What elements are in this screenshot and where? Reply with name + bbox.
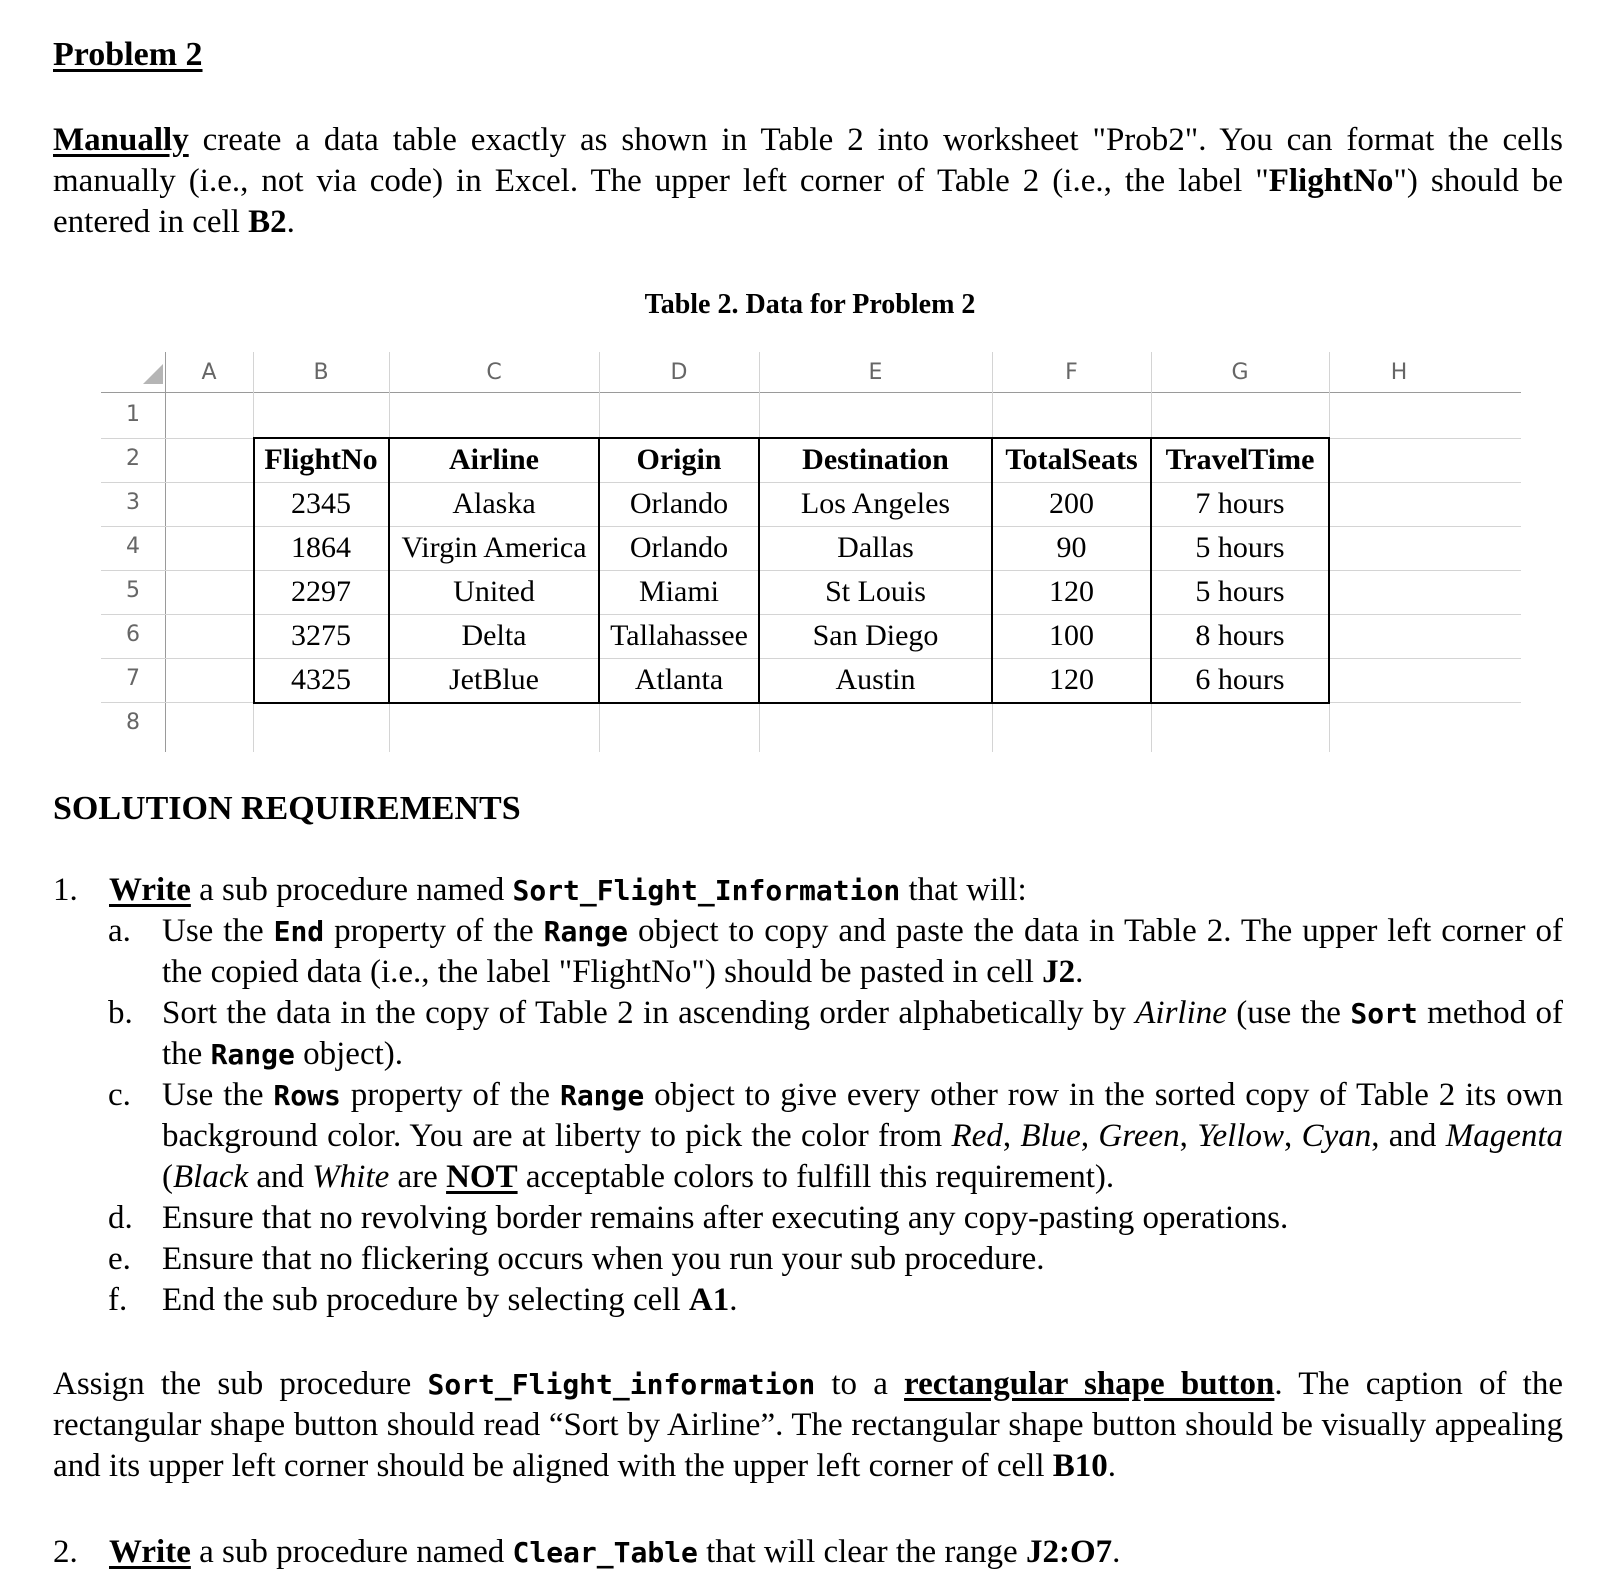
color-black: Black [173,1159,249,1195]
item-b-text-3: method of the [162,995,1564,1072]
requirement-2-end: . [1112,1534,1121,1570]
item-e-text: Ensure that no flickering occurs when you run your sub procedure. [162,1241,1045,1277]
requirement-2-text: a sub procedure named [190,1534,513,1570]
assign-text-2: to a [815,1366,905,1402]
table-cell: 7 hours [1195,487,1285,520]
header-traveltime: TravelTime [1165,443,1315,476]
item-c-text-3: object to give every other row in the sorted copy of Table 2 its own background color. You are at liberty to pick the color from [162,1077,1563,1154]
select-all-corner-icon [141,362,165,386]
requirement-1-write: Write [109,872,191,908]
intro-paragraph [53,120,1563,243]
header-airline: Airline [449,443,539,476]
item-a-text-1: Use the [162,913,274,949]
item-b-text-2: (use the [1226,995,1351,1031]
item-b-text-4: object). [294,1036,403,1072]
table-cell: Dallas [837,531,914,564]
table-cell: Orlando [629,531,729,564]
list-item-label: b. [108,995,133,1031]
item-f-cell: A1 [688,1282,730,1318]
column-header-F: F [1065,360,1078,385]
table-cell: Alaska [452,487,536,520]
section-title: SOLUTION REQUIREMENTS [53,790,521,827]
color-cyan: Cyan [1301,1118,1372,1154]
table-caption: Table 2. Data for Problem 2 [644,289,976,320]
requirement-1-text: a sub procedure named [190,872,513,908]
table-cell: 120 [1049,663,1094,696]
color-yellow: Yellow [1197,1118,1285,1154]
column-header-A: A [201,360,217,385]
column-header-D: D [670,360,688,385]
header-flightno: FlightNo [264,443,378,476]
table-cell: 4325 [291,663,351,696]
table-cell: Atlanta [634,663,724,696]
row-header-2: 2 [126,446,140,471]
color-magenta: Magenta [1445,1118,1564,1154]
item-c-code-2: Range [559,1079,645,1112]
table-cell: 8 hours [1195,619,1285,652]
row-header-3: 3 [126,490,140,515]
column-header-G: G [1231,360,1249,385]
item-b-code-2: Range [210,1038,295,1071]
intro-end: . [286,204,295,240]
requirement-1-number: 1. [53,872,78,908]
table-cell: 200 [1049,487,1094,520]
item-b-italic: Airline [1135,995,1227,1031]
column-header-B: B [313,360,329,385]
table-cell: 5 hours [1195,531,1285,564]
list-item-label: e. [108,1241,131,1277]
table-cell: 2297 [291,575,351,608]
assign-cell: B10 [1052,1448,1108,1484]
table-cell: St Louis [825,575,926,608]
table-cell: United [453,575,535,608]
row-header-8: 8 [126,710,140,735]
list-item-label: c. [108,1077,131,1113]
table-cell: Austin [835,663,916,696]
sep: , [1080,1118,1099,1154]
table-cell: Orlando [629,487,729,520]
requirement-1-text-end: that will: [900,872,1027,908]
list-item-label: d. [108,1200,133,1236]
row-header-7: 7 [126,666,140,691]
table-cell: 1864 [291,531,351,564]
item-f-text-2: . [729,1282,738,1318]
table-cell: Miami [639,575,719,608]
color-green: Green [1098,1118,1180,1154]
row-header-1: 1 [126,402,140,427]
sep: , [1179,1118,1198,1154]
assign-text-4: . [1107,1448,1116,1484]
intro-cell: B2 [248,204,287,240]
requirement-2-write: Write [109,1534,191,1570]
assign-text-1: Assign the sub procedure [53,1366,428,1402]
intro-text-1: create a data table exactly as shown in Table 2 into worksheet "Prob2". You can format the cells manually (i.e., not via code) in Excel. The upper left corner of Table 2 (i.e., the label " [53,122,1563,199]
sep: and [248,1159,313,1195]
item-a-cell: J2 [1042,954,1076,990]
item-a-code-1: End [273,915,325,948]
row-header-5: 5 [126,578,140,603]
sep: , [1002,1118,1021,1154]
table-cell: 3275 [291,619,351,652]
intro-text-2: ") should be entered in cell [53,163,1563,240]
assign-code: Sort_Flight_information [427,1368,816,1401]
column-header-H: H [1390,360,1408,385]
item-c-text-1: Use the [162,1077,274,1113]
assign-text-3: . The caption of the rectangular shape button should read “Sort by Airline”. The rectangular shape button should be visually appealing and its upper left corner should be aligned with the upper left corner of cell [53,1366,1563,1484]
item-a-text-3: object to copy and paste the data in Table 2. The upper left corner of the copied data (i.e., the label "FlightNo") should be pasted in cell [162,913,1563,990]
item-d-text: Ensure that no revolving border remains after executing any copy-pasting operations. [162,1200,1289,1236]
column-header-C: C [486,360,502,385]
sep: , and [1371,1118,1446,1154]
color-blue: Blue [1020,1118,1081,1154]
item-c-not: NOT [446,1159,518,1195]
requirement-1-code: Sort_Flight_Information [512,874,901,907]
intro-flightno: FlightNo [1268,163,1394,199]
sep: ( [162,1159,173,1195]
table-cell: 120 [1049,575,1094,608]
item-a-text-4: . [1075,954,1084,990]
item-b-text-1: Sort the data in the copy of Table 2 in ascending order alphabetically by [162,995,1136,1031]
list-item-label: f. [108,1282,128,1318]
table-cell: JetBlue [449,663,539,696]
item-b-code-1: Sort [1350,997,1418,1030]
requirement-2-code: Clear_Table [512,1536,698,1569]
requirement-2-range: J2:O7 [1025,1534,1113,1570]
color-white: White [312,1159,390,1195]
requirement-2-text-2: that will clear the range [697,1534,1026,1570]
requirement-2-number: 2. [53,1534,78,1570]
list-item-label: a. [108,913,131,949]
table-cell: 5 hours [1195,575,1285,608]
table-cell: Tallahassee [610,619,748,652]
item-a-code-2: Range [543,915,628,948]
table-cell: 2345 [291,487,351,520]
item-c-text-4: acceptable colors to fulfill this requirement). [517,1159,1115,1195]
item-f-text-1: End the sub procedure by selecting cell [162,1282,689,1318]
assign-paragraph [53,1364,1563,1487]
column-header-E: E [868,360,883,385]
page-title: Problem 2 [53,36,203,73]
assign-rectangular-shape-button: rectangular shape button [904,1366,1275,1402]
table-cell: 90 [1056,531,1087,564]
sep: , [1284,1118,1302,1154]
item-c-text-2: property of the [340,1077,560,1113]
table-cell: San Diego [812,619,939,652]
item-c-code-1: Rows [273,1079,341,1112]
table-cell: 100 [1049,619,1094,652]
spreadsheet-screenshot [101,352,1521,752]
header-destination: Destination [802,443,949,476]
row-header-6: 6 [126,622,140,647]
table-cell: Virgin America [401,531,587,564]
table-cell: 6 hours [1195,663,1285,696]
header-origin: Origin [636,443,722,476]
sep: are [389,1159,447,1195]
item-a-text-2: property of the [324,913,544,949]
table-cell: Los Angeles [800,487,951,520]
color-red: Red [951,1118,1003,1154]
row-header-4: 4 [126,534,140,559]
intro-lead: Manually [53,122,189,158]
table-cell: Delta [461,619,527,652]
header-totalseats: TotalSeats [1005,443,1138,476]
